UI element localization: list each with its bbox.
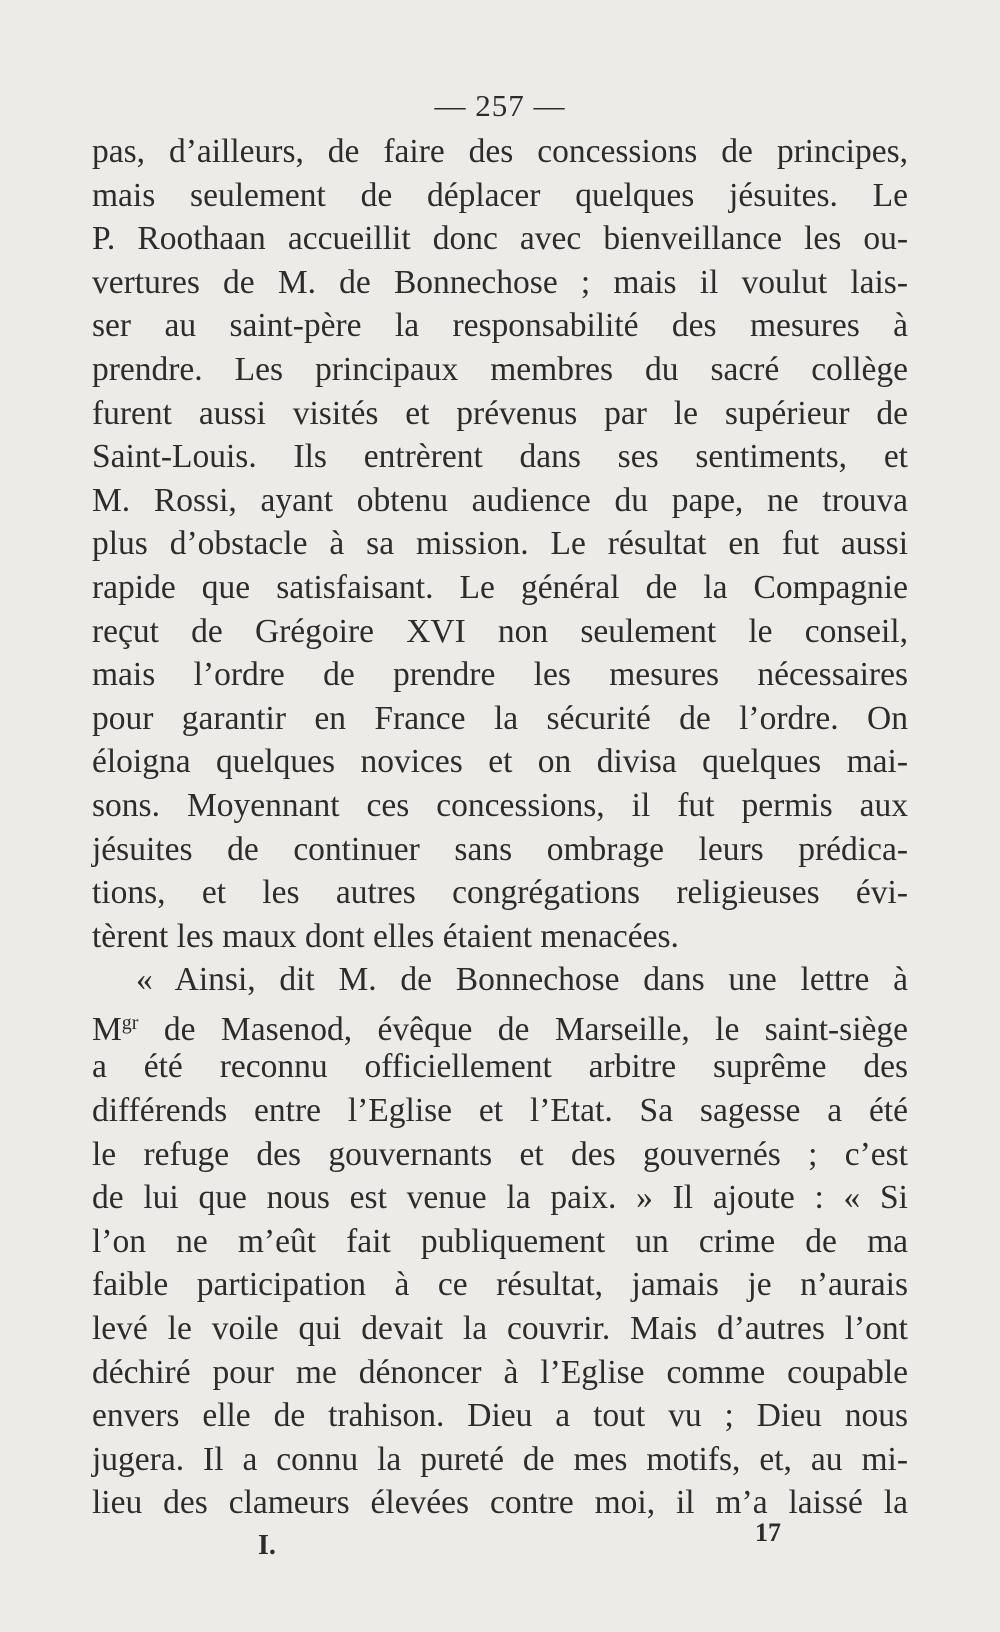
- text-line: jésuites de continuer sans ombrage leurs prédica-: [92, 830, 908, 868]
- footer-sheet-number: 17: [755, 1518, 781, 1547]
- text-line: de lui que nous est venue la paix. » Il ajoute : « Si: [92, 1179, 908, 1217]
- text-line: le refuge des gouvernants et des gouvernés ; c’est: [92, 1135, 908, 1173]
- text-line: a été reconnu officiellement arbitre suprême des: [92, 1048, 908, 1086]
- text-line: prendre. Les principaux membres du sacré collège: [92, 350, 908, 388]
- text-line: levé le voile qui devait la couvrir. Mais d’autres l’ont: [92, 1310, 908, 1348]
- text-line: différends entre l’Eglise et l’Etat. Sa sagesse a été: [92, 1092, 908, 1130]
- text-line: Saint-Louis. Ils entrèrent dans ses sentiments, et: [92, 438, 908, 476]
- mgr-rest: de Masenod, évêque de Marseille, le saint-siège: [138, 1010, 908, 1048]
- text-line: pour garantir en France la sécurité de l’ordre. On: [92, 699, 908, 737]
- text-line: M. Rossi, ayant obtenu audience du pape, ne trouva: [92, 481, 908, 519]
- mgr-superscript: gr: [121, 1011, 139, 1034]
- signature-mark: I.: [258, 1530, 276, 1561]
- text-line: mais l’ordre de prendre les mesures nécessaires: [92, 656, 908, 694]
- text-line: rapide que satisfaisant. Le général de la Compagnie: [92, 568, 908, 606]
- text-line: ser au saint-père la responsabilité des mesures à: [92, 307, 908, 345]
- text-line: reçut de Grégoire XVI non seulement le conseil,: [92, 612, 908, 650]
- text-line: faible participation à ce résultat, jamais je n’aurais: [92, 1266, 908, 1304]
- text-line: furent aussi visités et prévenus par le supérieur de: [92, 394, 908, 432]
- text-line: tions, et les autres congrégations religieuses évi-: [92, 874, 908, 912]
- text-line: vertures de M. de Bonnechose ; mais il voulut lais-: [92, 263, 908, 301]
- text-line: sons. Moyennant ces concessions, il fut permis aux: [92, 786, 908, 824]
- text-line: tèrent les maux dont elles étaient menacées.: [92, 917, 679, 955]
- text-line: envers elle de trahison. Dieu a tout vu ; Dieu nous: [92, 1397, 908, 1435]
- text-line: jugera. Il a connu la pureté de mes motifs, et, au mi-: [92, 1440, 908, 1478]
- text-line-mgr: [92, 1002, 908, 1046]
- text-line: éloigna quelques novices et on divisa quelques mai-: [92, 743, 908, 781]
- text-line: mais seulement de déplacer quelques jésuites. Le: [92, 176, 908, 214]
- text-line: plus d’obstacle à sa mission. Le résultat en fut aussi: [92, 525, 908, 563]
- text-line: déchiré pour me dénoncer à l’Eglise comme coupable: [92, 1353, 908, 1391]
- paragraph-start-line: « Ainsi, dit M. de Bonnechose dans une lettre à: [136, 961, 908, 999]
- text-line: l’on ne m’eût fait publiquement un crime de ma: [92, 1222, 908, 1260]
- mgr-prefix: M: [92, 1010, 122, 1048]
- text-line: pas, d’ailleurs, de faire des concessions de principes,: [92, 133, 908, 170]
- text-line: lieu des clameurs élevées contre moi, il m’a laissé la: [92, 1484, 908, 1522]
- text-line: P. Roothaan accueillit donc avec bienveillance les ou-: [92, 220, 908, 258]
- page-number-header: — 257 —: [434, 88, 566, 123]
- body-text: [92, 130, 908, 1525]
